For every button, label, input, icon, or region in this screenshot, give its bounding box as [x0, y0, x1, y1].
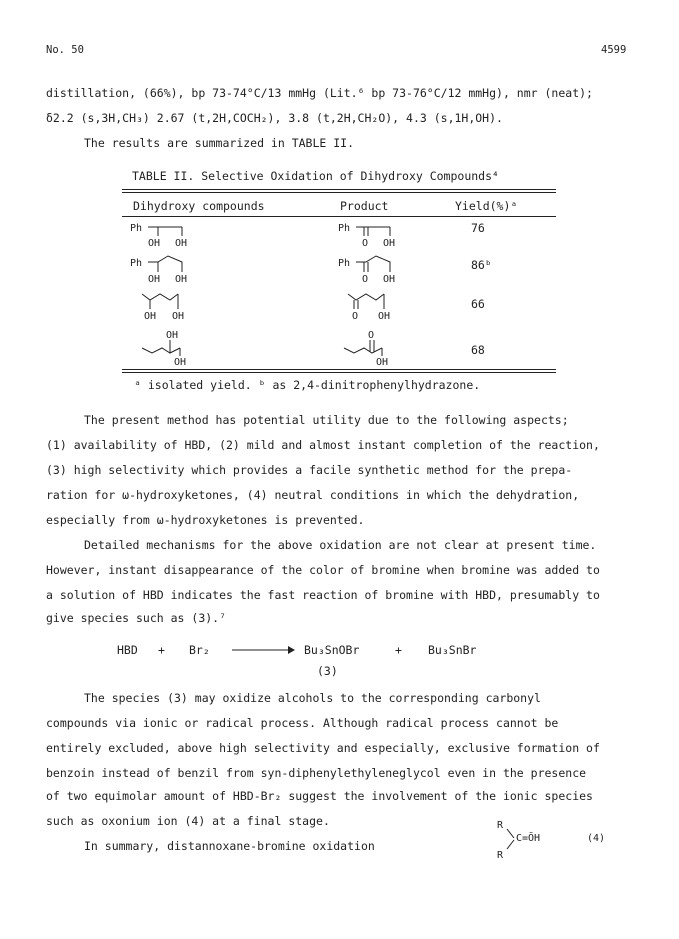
oxonium-r-top: R: [497, 820, 504, 831]
header-product: Product: [340, 199, 389, 213]
product-2-label: O: [362, 274, 369, 285]
p4-line-1: In summary, distannoxane-bromine oxidation: [84, 839, 375, 853]
product-2-label: Ph: [338, 258, 351, 269]
eq-reactant-2: Br₂: [189, 643, 210, 657]
oxonium-r-bottom: R: [497, 850, 504, 861]
p3-line-6: such as oxonium ion (4) at a final stage.: [46, 814, 330, 828]
substrate-3-label: OH: [144, 311, 157, 322]
substrate-2-label: OH: [148, 274, 161, 285]
p2-line-4: give species such as (3).⁷: [46, 611, 227, 625]
p1-line-4: ration for ω-hydroxyketones, (4) neutral conditions in which the dehydration,: [46, 488, 580, 502]
structure-product-1: [338, 222, 418, 250]
substrate-3-label: OH: [172, 311, 185, 322]
structure-substrate-4: [140, 328, 220, 368]
oxonium-group: C=ŌH: [516, 833, 541, 844]
product-3-label: O: [352, 311, 359, 322]
structure-substrate-3: [140, 292, 210, 322]
product-2-label: OH: [383, 274, 396, 285]
product-4-label: OH: [376, 357, 389, 368]
header-substrate: Dihydroxy compounds: [133, 199, 265, 213]
substrate-1-label: OH: [175, 238, 188, 249]
p2-line-3: a solution of HBD indicates the fast reaction of bromine with HBD, presumably to: [46, 588, 600, 602]
oxonium-label: (4): [587, 833, 606, 844]
table-bottom-rule: [122, 369, 556, 370]
p1-line-1: The present method has potential utility due to the following aspects;: [84, 413, 569, 427]
p3-line-3: entirely excluded, above high selectivity and especially, exclusive formation of: [46, 741, 600, 755]
p3-line-1: The species (3) may oxidize alcohols to the corresponding carbonyl: [84, 691, 541, 705]
p2-line-2: However, instant disappearance of the color of bromine when bromine was added to: [46, 563, 600, 577]
substrate-4-label: OH: [166, 330, 179, 341]
substrate-4-label: OH: [174, 357, 187, 368]
substrate-2-label: OH: [175, 274, 188, 285]
yield-row-4: 68: [471, 343, 485, 357]
structure-substrate-2: [130, 255, 210, 285]
p1-line-2: (1) availability of HBD, (2) mild and almost instant completion of the reaction,: [46, 438, 600, 452]
p2-line-1: Detailed mechanisms for the above oxidation are not clear at present time.: [84, 538, 597, 552]
p3-line-2: compounds via ionic or radical process. Although radical process cannot be: [46, 716, 559, 730]
p1-line-5: especially from ω-hydroxyketones is prevented.: [46, 513, 365, 527]
eq-product-1: Bu₃SnOBr: [304, 643, 360, 657]
substrate-1-label: OH: [148, 238, 161, 249]
product-1-label: OH: [383, 238, 396, 249]
table-bottom-rule-2: [122, 372, 556, 373]
table-top-rule: [122, 189, 556, 190]
yield-row-3: 66: [471, 297, 485, 311]
page-number: 4599: [601, 44, 627, 56]
journal-issue: No. 50: [46, 44, 84, 56]
header-yield: Yield(%)ᵃ: [455, 199, 518, 213]
table-footnote: ᵃ isolated yield. ᵇ as 2,4-dinitrophenylhydrazone.: [134, 378, 481, 392]
table-caption: TABLE II. Selective Oxidation of Dihydroxy Compounds⁴: [132, 169, 499, 183]
structure-substrate-1: [130, 222, 210, 250]
intro-line-3: The results are summarized in TABLE II.: [84, 136, 355, 150]
product-1-label: O: [362, 238, 369, 249]
structure-product-2: [338, 255, 418, 285]
eq-plus-2: +: [395, 643, 402, 657]
eq-plus-1: +: [158, 643, 165, 657]
product-4-label: O: [368, 330, 375, 341]
yield-row-1: 76: [471, 221, 485, 235]
p3-line-4: benzoin instead of benzil from syn-diphenylethyleneglycol even in the presence: [46, 766, 587, 780]
p3-line-5: of two equimolar amount of HBD-Br₂ suggest the involvement of the ionic species: [46, 789, 593, 803]
reaction-arrow: [232, 644, 292, 656]
yield-row-2: 86ᵇ: [471, 258, 492, 272]
structure-product-3: [346, 292, 416, 322]
substrate-1-label: Ph: [130, 223, 143, 234]
eq-product-2: Bu₃SnBr: [428, 643, 477, 657]
product-3-label: OH: [378, 311, 391, 322]
intro-line-1: distillation, (66%), bp 73-74°C/13 mmHg (Lit.⁶ bp 73-76°C/12 mmHg), nmr (neat);: [46, 86, 593, 100]
structure-product-4: [342, 328, 422, 368]
eq-reactant-1: HBD: [117, 643, 138, 657]
table-header-rule: [122, 216, 556, 217]
intro-line-2: δ2.2 (s,3H,CH₃) 2.67 (t,2H,COCH₂), 3.8 (t,2H,CH₂O), 4.3 (s,1H,OH).: [46, 111, 503, 125]
product-1-label: Ph: [338, 223, 351, 234]
p1-line-3: (3) high selectivity which provides a facile synthetic method for the prepa-: [46, 463, 573, 477]
table-top-rule-2: [122, 192, 556, 193]
substrate-2-label: Ph: [130, 258, 143, 269]
eq-label: (3): [317, 664, 338, 678]
